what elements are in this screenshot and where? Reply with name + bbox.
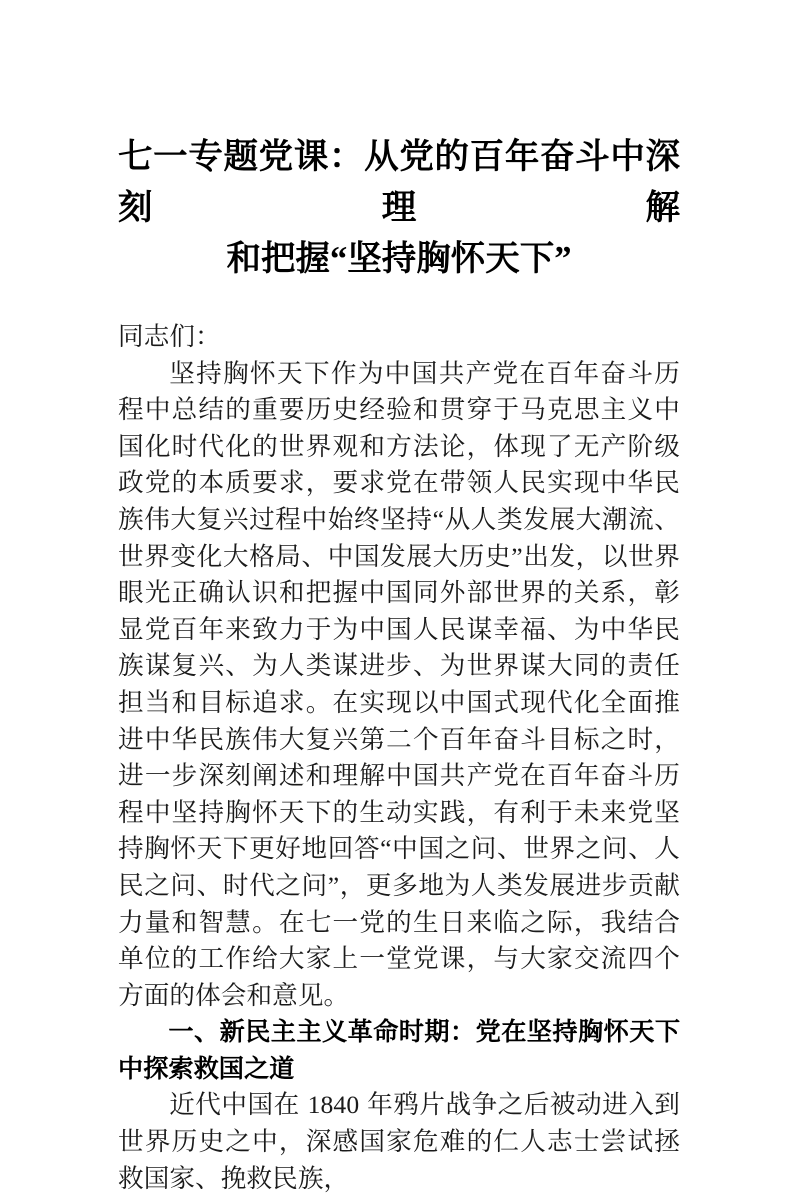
salutation: 同志们： [118, 322, 221, 351]
paragraph-section-1-p1 [118, 1087, 680, 1197]
document-body [118, 319, 680, 1197]
paragraph-prefix: 近代中国在 [169, 1090, 307, 1120]
page-title [118, 0, 680, 285]
year-number: 1840 [307, 1090, 360, 1120]
section-heading-1: 一、新民主主义革命时期：党在坚持胸怀天下中探索救国之道 [118, 1018, 680, 1083]
page-title-line-2: 和把握“坚持胸怀天下” [226, 240, 572, 278]
page-title-line-1: 七一专题党课：从党的百年奋斗中深刻理解 [118, 138, 680, 227]
document-content-column [118, 0, 680, 1197]
paragraph-intro: 坚持胸怀天下作为中国共产党在百年奋斗历程中总结的重要历史经验和贯穿于马克思主义中国化时代化的世界观和方法论，体现了无产阶级政党的本质要求，要求党在带领人民实现中华民族伟大复兴过程中始终坚持“从人类发展大潮流、世界变化大格局、中国发展大历史”出发，以世界眼光正确认识和把握中国同外部世界的关系，彰显党百年来致力于为中国人民谋幸福、为中华民族谋复兴、为人类谋进步、为世界谋大同的责任担当和目标追求。在实现以中国式现代化全面推进中华民族伟大复兴第二个百年奋斗目标之时，进一步深刻阐述和理解中国共产党在百年奋斗历程中坚持胸怀天下的生动实践，有利于未来党坚持胸怀天下更好地回答“中国之问、世界之问、人民之问、时代之问”，更多地为人类发展进步贡献力量和智慧。在七一党的生日来临之际，我结合单位的工作给大家上一堂党课，与大家交流四个方面的体会和意见。 [118, 358, 680, 1010]
paragraph-suffix: 年鸦片战争之后被动进入到世界历史之中，深感国家危难的仁人志士尝试拯救国家、挽救民族， [118, 1090, 681, 1193]
